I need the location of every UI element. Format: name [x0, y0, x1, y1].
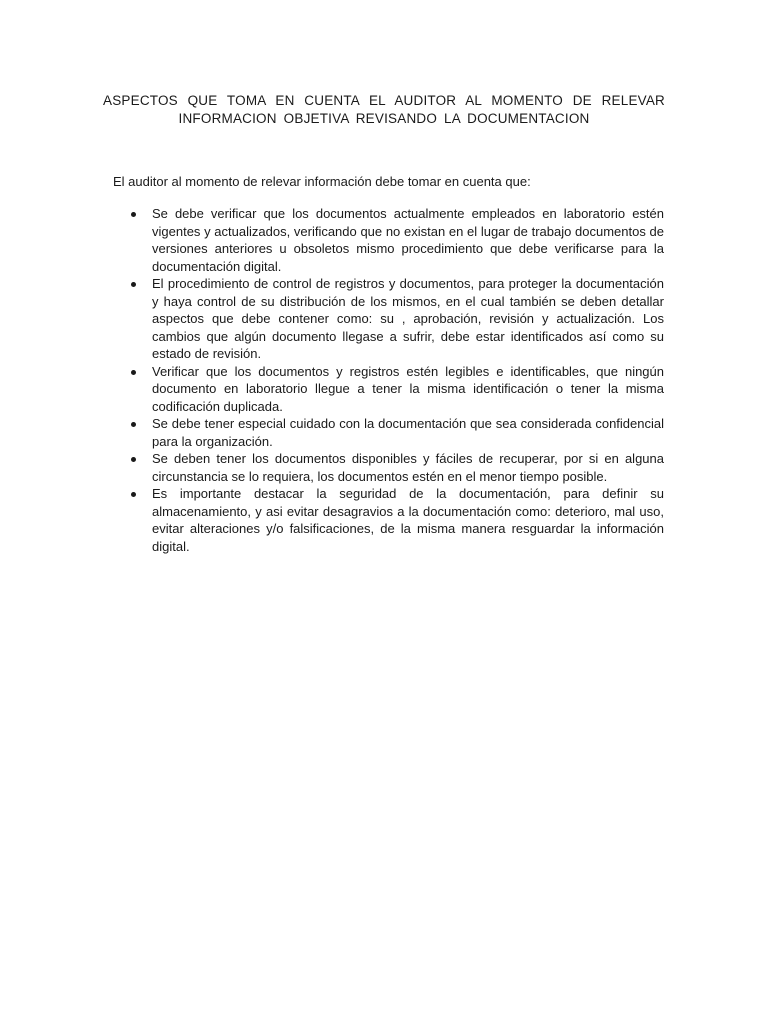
bullet-list [128, 205, 664, 555]
bullet-icon [131, 370, 136, 375]
list-item-text: Es importante destacar la seguridad de la documentación, para definir su almacenamiento, y asi evitar desagravios a la documentación como: deterioro, mal uso, evitar alteraciones y/o falsificaciones, de la misma manera resguardar la información digital. [152, 486, 664, 554]
bullet-icon [131, 212, 136, 217]
list-item-text: Se debe verificar que los documentos actualmente empleados en laboratorio estén vigentes y actualizados, verificando que no existan en el lugar de trabajo documentos de versiones anteriores u obsoletos mismo procedimiento que debe verificarse para la documentación digital. [152, 206, 664, 274]
list-item [128, 415, 664, 450]
bullet-icon [131, 457, 136, 462]
list-item [128, 205, 664, 275]
list-item [128, 485, 664, 555]
bullet-icon [131, 422, 136, 427]
bullet-icon [131, 282, 136, 287]
list-item [128, 450, 664, 485]
list-item [128, 363, 664, 416]
document-title: ASPECTOS QUE TOMA EN CUENTA EL AUDITOR AL MOMENTO DE RELEVAR INFORMACION OBJETIVA REVISANDO LA DOCUMENTACION [103, 93, 665, 126]
list-item-text: Se debe tener especial cuidado con la documentación que sea considerada confidencial para la organización. [152, 416, 664, 449]
list-item-text: El procedimiento de control de registros y documentos, para proteger la documentación y haya control de su distribución de los mismos, en el cual también se deben detallar aspectos que debe contener como: su , aprobación, revisión y actualización. Los cambios que algún documento llegase a sufrir, debe estar identificados así como su estado de revisión. [152, 276, 664, 361]
list-item-text: Se deben tener los documentos disponibles y fáciles de recuperar, por si en alguna circunstancia se lo requiera, los documentos estén en el menor tiempo posible. [152, 451, 664, 484]
intro-paragraph: El auditor al momento de relevar información debe tomar en cuenta que: [113, 174, 531, 189]
list-item-text: Verificar que los documentos y registros estén legibles e identificables, que ningún documento en laboratorio llegue a tener la misma identificación o tener la misma codificación duplicada. [152, 363, 664, 414]
bullet-icon [131, 492, 136, 497]
list-item [128, 275, 664, 363]
